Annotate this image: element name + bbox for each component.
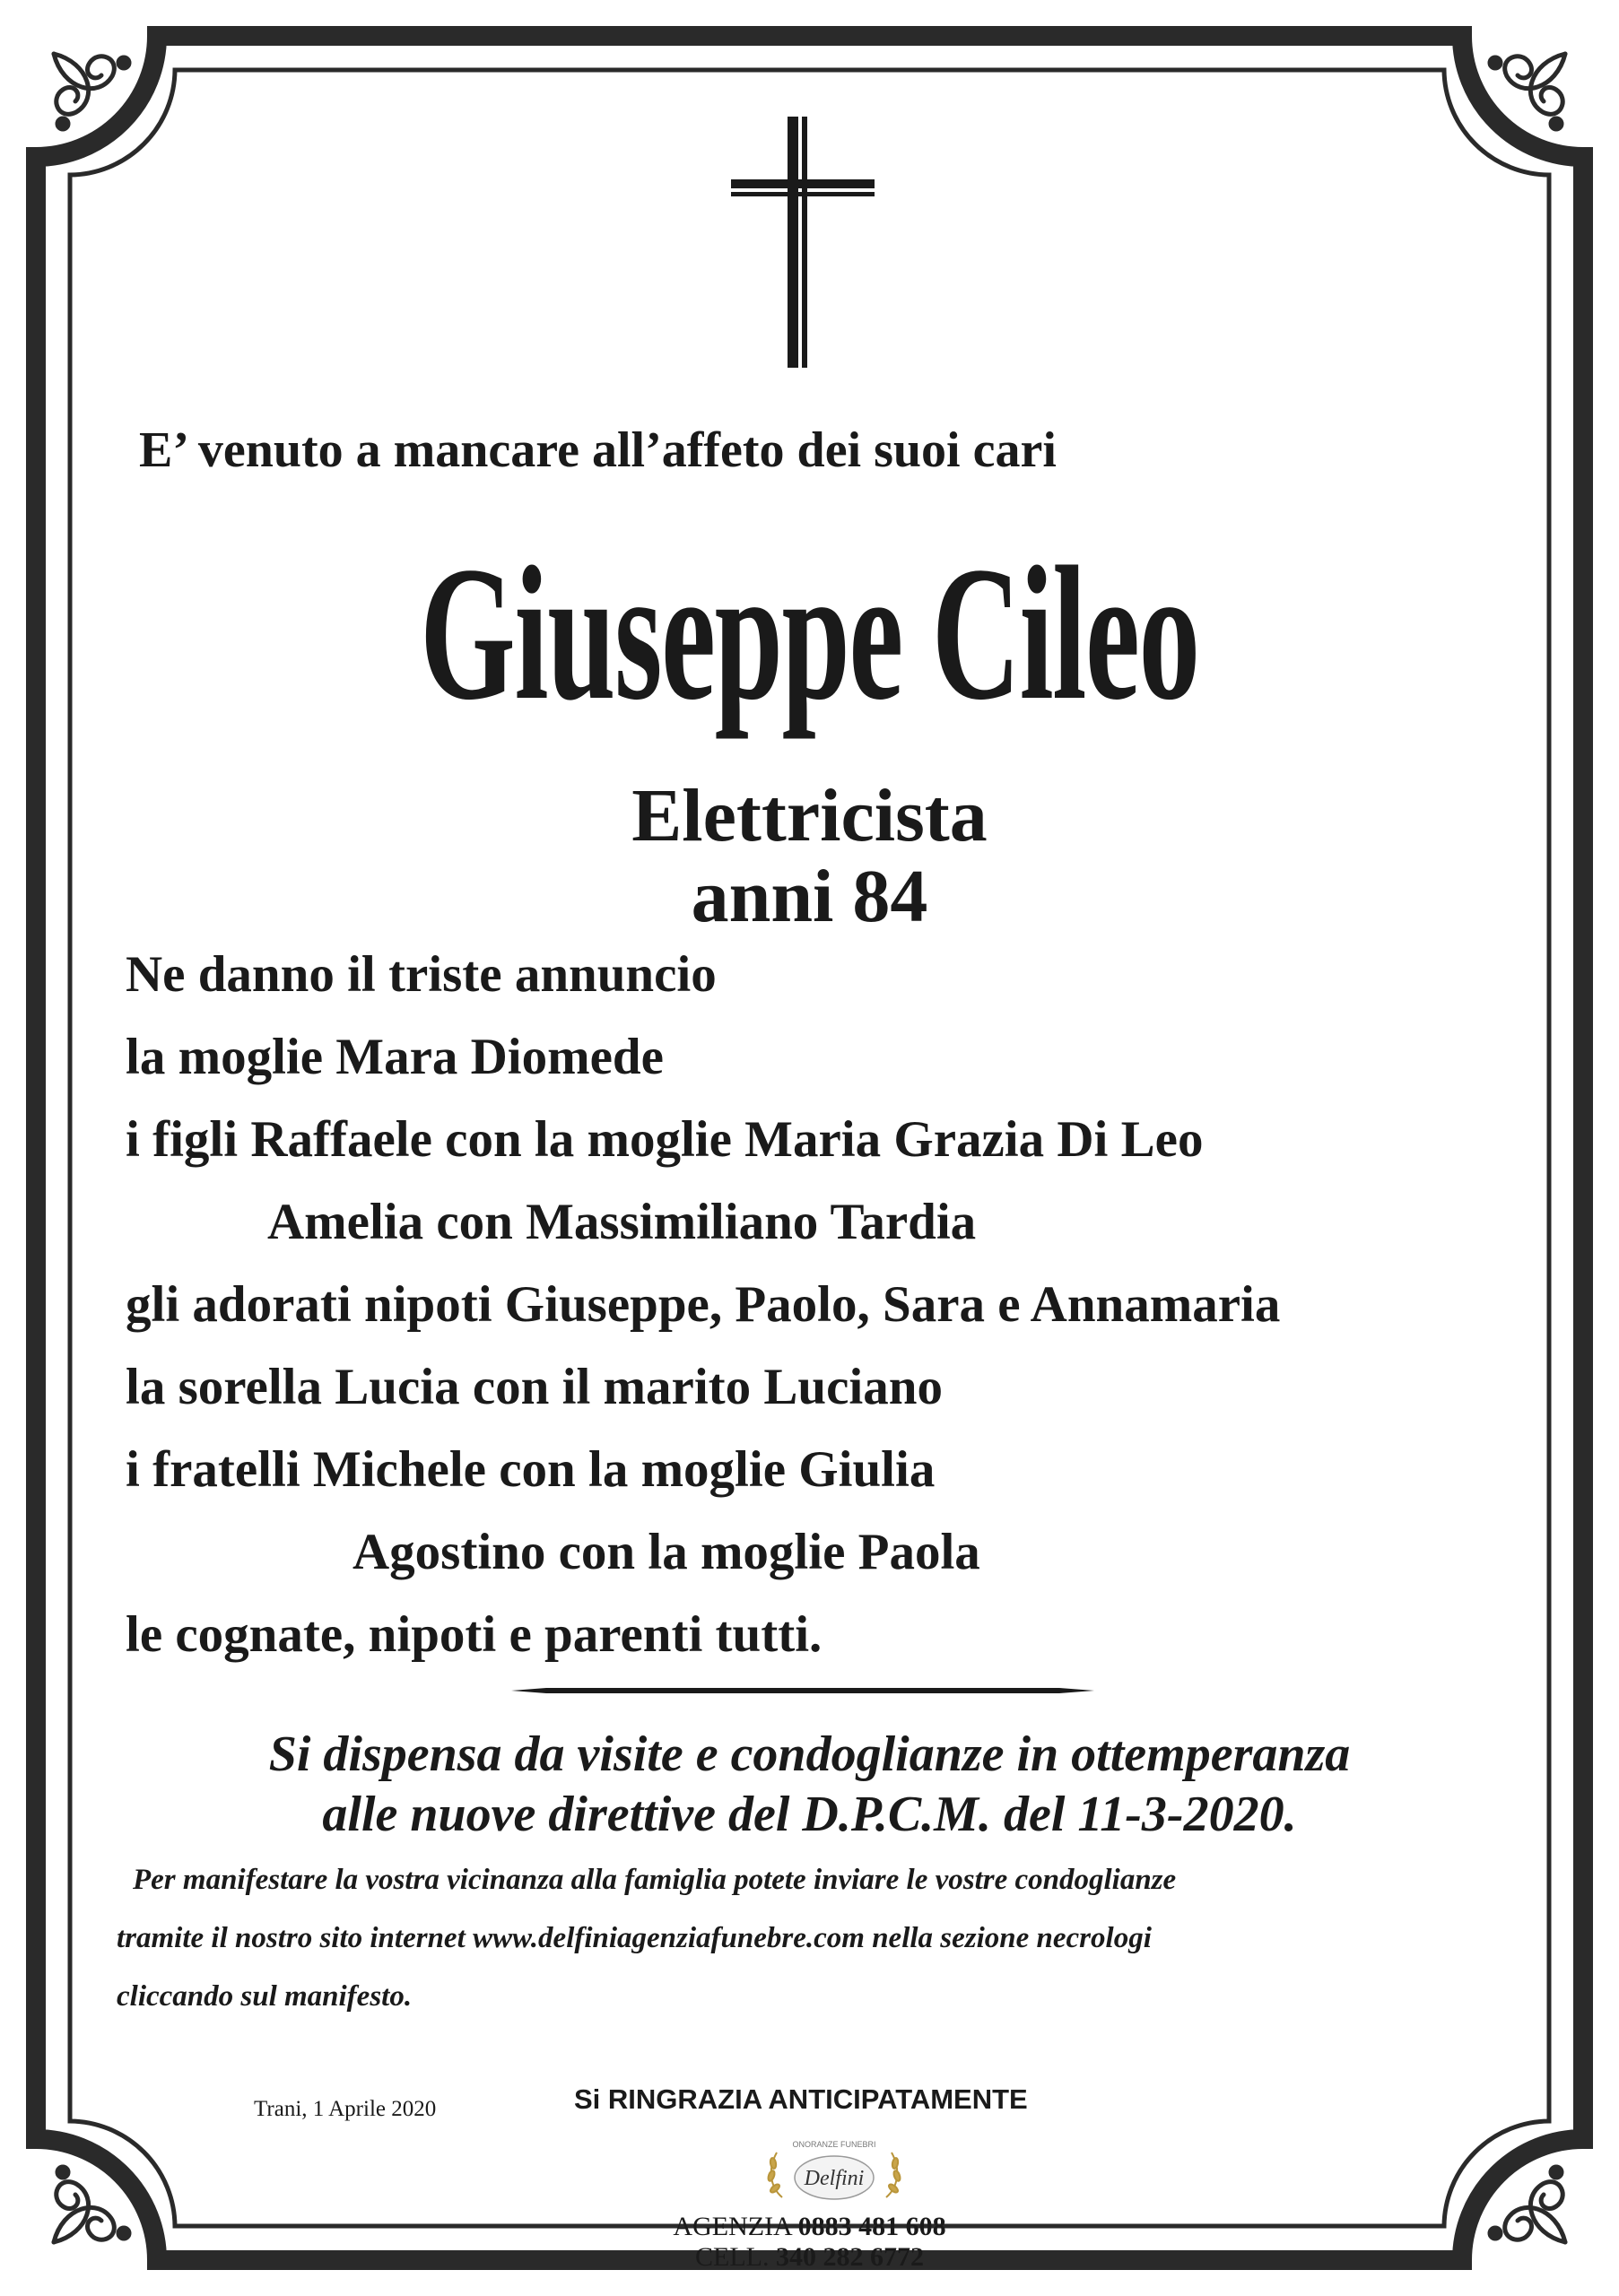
agency-number: 0883 481 608 [797, 2212, 946, 2241]
cross-icon [731, 117, 875, 368]
condolences-line: tramite il nostro sito internet www.delfiniagenziafunebre.com nella sezione necrologi [117, 1922, 1152, 1954]
agency-phone [0, 2213, 1619, 2240]
family-line: i fratelli Michele con la moglie Giulia [126, 1441, 936, 1498]
notice-line: Si dispensa da visite e condoglianze in ottemperanza [268, 1726, 1351, 1782]
divider [511, 1688, 1094, 1693]
thanks: Si RINGRAZIA ANTICIPATAMENTE [574, 2083, 1028, 2115]
intro-line: E’ venuto a mancare all’affeto dei suoi cari [139, 422, 1057, 478]
family-line: Amelia con Massimiliano Tardia [267, 1194, 977, 1250]
family-line: i figli Raffaele con la moglie Maria Grazia Di Leo [126, 1111, 1204, 1168]
date: Trani, 1 Aprile 2020 [254, 2097, 437, 2121]
logo-top-text: ONORANZE FUNEBRI [792, 2140, 876, 2149]
agency-label: AGENZIA [673, 2212, 792, 2241]
profession: Elettricista [631, 774, 988, 857]
logo-brand: Delfini [804, 2167, 865, 2190]
age: anni 84 [691, 855, 928, 938]
agency-logo [744, 2133, 924, 2213]
family-line: la sorella Lucia con il marito Luciano [126, 1359, 943, 1415]
condolences-line: Per manifestare la vostra vicinanza alla famiglia potete inviare le vostre condoglianze [133, 1864, 1177, 1896]
family-line: Ne danno il triste annuncio [126, 946, 717, 1003]
family-line: le cognate, nipoti e parenti tutti. [126, 1606, 823, 1663]
cell-label: CELL. [695, 2242, 770, 2272]
family-line: la moglie Mara Diomede [126, 1029, 664, 1085]
cell-phone [0, 2244, 1619, 2271]
condolences-line: cliccando sul manifesto. [117, 1980, 413, 2013]
family-line: Agostino con la moglie Paola [353, 1524, 980, 1580]
family-line: gli adorati nipoti Giuseppe, Paolo, Sara e Annamaria [126, 1276, 1281, 1333]
deceased-name: Giuseppe Cileo [420, 527, 1199, 740]
notice-line: alle nuove direttive del D.P.C.M. del 11-3-2020. [322, 1787, 1297, 1842]
cell-number: 340 282 6772 [776, 2242, 924, 2272]
